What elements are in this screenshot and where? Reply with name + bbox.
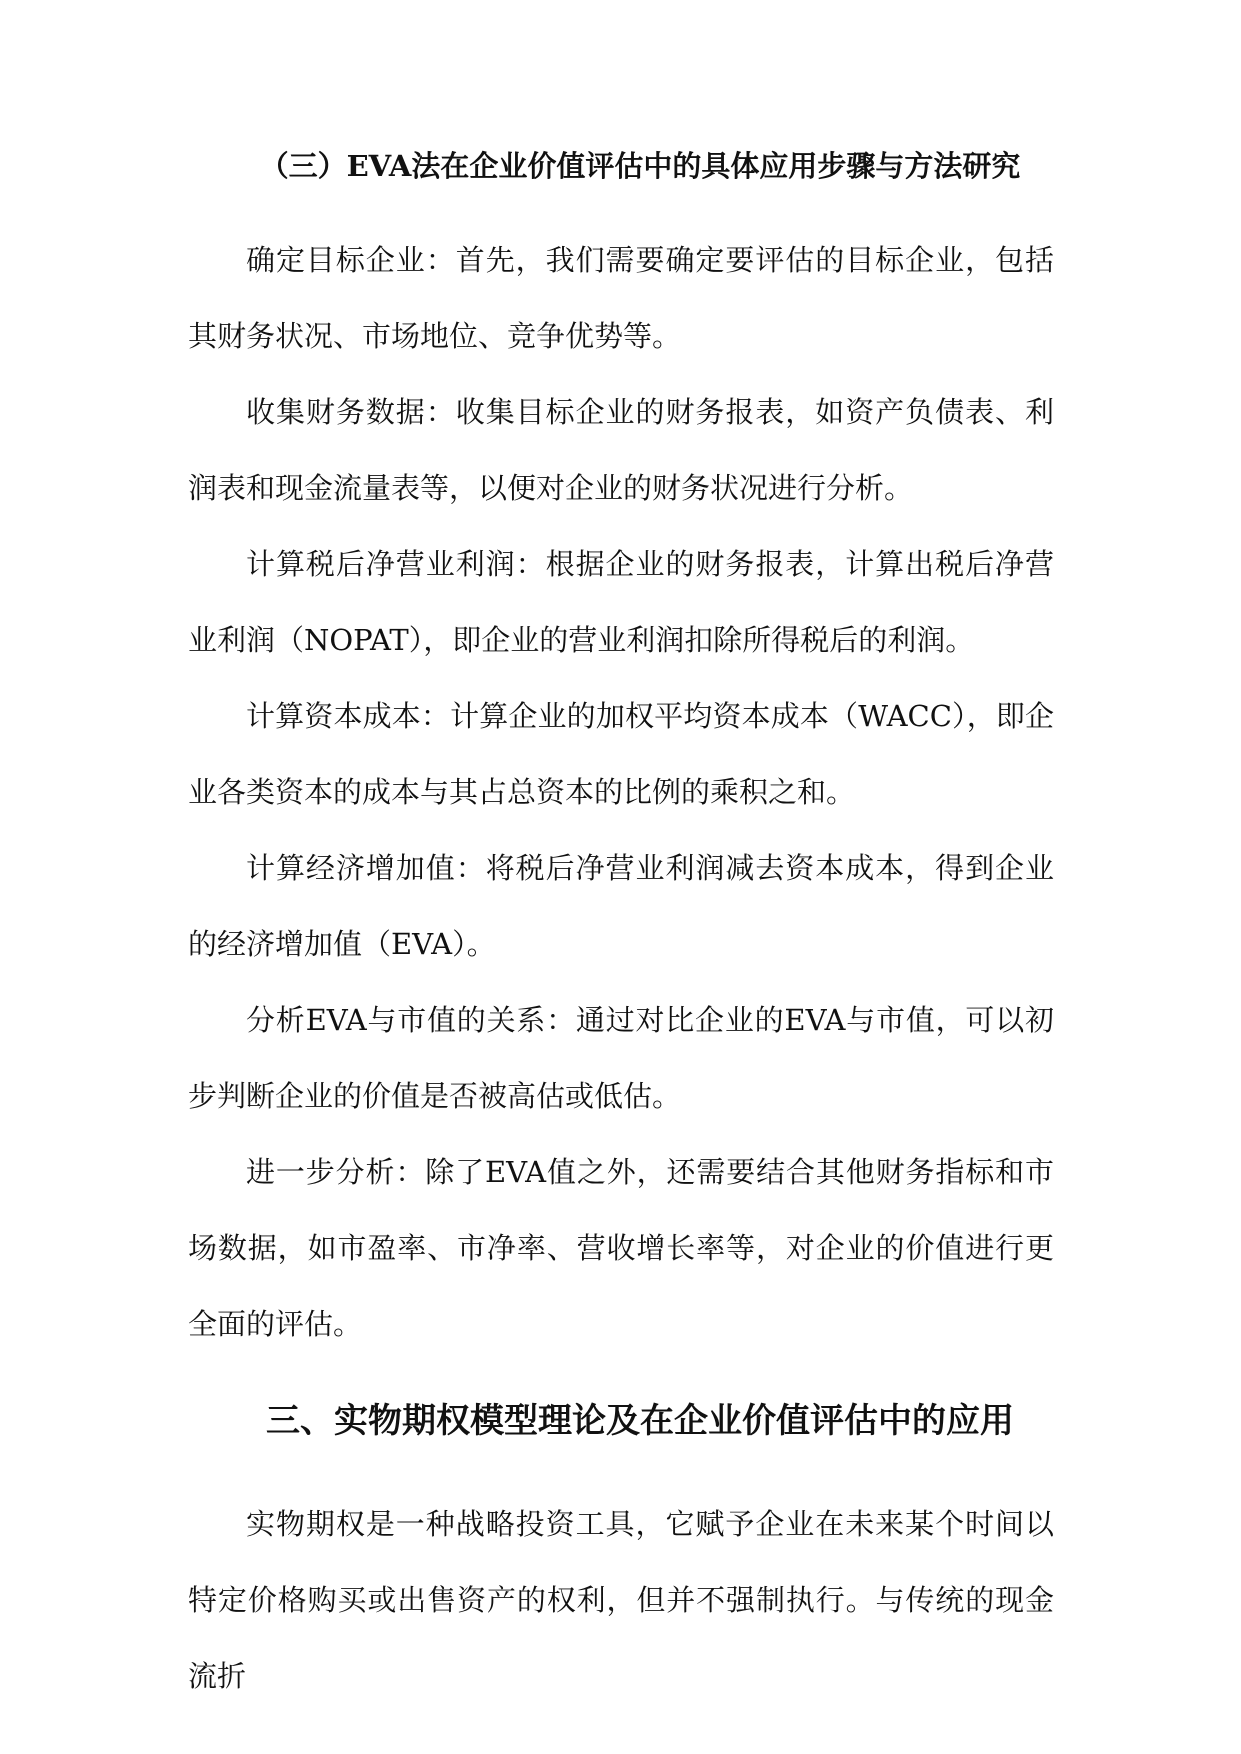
paragraph-nopat: 计算税后净营业利润：根据企业的财务报表，计算出税后净营业利润（NOPAT），即企业的营业利润扣除所得税后的利润。 bbox=[188, 547, 1054, 657]
paragraph-further-analysis: 进一步分析：除了EVA值之外，还需要结合其他财务指标和市场数据，如市盈率、市净率、营收增长率等，对企业的价值进行更全面的评估。 bbox=[188, 1155, 1054, 1341]
paragraph-determine-target: 确定目标企业：首先，我们需要确定要评估的目标企业，包括其财务状况、市场地位、竞争优势等。 bbox=[188, 243, 1054, 353]
section-subheading: （三）EVA法在企业价值评估中的具体应用步骤与方法研究 bbox=[259, 149, 1021, 183]
paragraph-wacc: 计算资本成本：计算企业的加权平均资本成本（WACC），即企业各类资本的成本与其占总资本的比例的乘积之和。 bbox=[188, 699, 1054, 809]
section-heading: 三、实物期权模型理论及在企业价值评估中的应用 bbox=[266, 1401, 1014, 1441]
paragraph-collect-data: 收集财务数据：收集目标企业的财务报表，如资产负债表、利润表和现金流量表等，以便对企业的财务状况进行分析。 bbox=[188, 395, 1054, 505]
paragraph-eva-market-value: 分析EVA与市值的关系：通过对比企业的EVA与市值，可以初步判断企业的价值是否被高估或低估。 bbox=[188, 1003, 1054, 1113]
paragraph-real-options: 实物期权是一种战略投资工具，它赋予企业在未来某个时间以特定价格购买或出售资产的权利，但并不强制执行。与传统的现金流折 bbox=[188, 1507, 1054, 1693]
paragraph-eva: 计算经济增加值：将税后净营业利润减去资本成本，得到企业的经济增加值（EVA）。 bbox=[188, 851, 1054, 961]
